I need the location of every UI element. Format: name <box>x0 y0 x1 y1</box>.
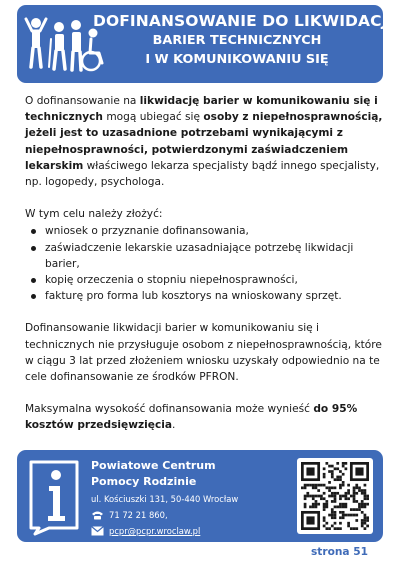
phone-row <box>91 510 168 520</box>
max-funding-paragraph <box>25 401 385 433</box>
contact-footer <box>17 450 383 542</box>
page-title <box>93 11 394 69</box>
mail-icon <box>91 526 104 536</box>
page-number: strona 51 <box>311 546 368 558</box>
intro-text-1: O dofinansowanie na <box>25 95 140 107</box>
information-icon <box>25 458 87 536</box>
list-intro: W tym celu należy złożyć: <box>25 208 163 221</box>
intro-paragraph <box>25 93 385 190</box>
organization-name <box>91 458 216 489</box>
qr-code-pattern <box>301 462 369 530</box>
intro-text-3: właściwego lekarza specjalisty bądź innego specjalisty, np. logopedy, psychologa. <box>25 159 380 189</box>
exclusion-paragraph: Dofinansowanie likwidacji barier w komunikowaniu się i technicznych nie przysługuje osobom z niepełnosprawnością, które w ciągu 3 lat przed złożeniem wniosku uzyskały odpowiednio na te cele dofinansowanie ze środków PFRON. <box>25 322 382 384</box>
max-funding-end: . <box>172 419 176 432</box>
email-link[interactable]: pcpr@pcpr.wroclaw.pl <box>109 526 201 536</box>
title-line-2: BARIER TECHNICZNYCH <box>152 33 322 48</box>
required-documents-list <box>25 223 385 304</box>
list-item: fakturę pro forma lub kosztorys na wnioskowany sprzęt. <box>25 288 385 304</box>
intro-bold-2: osoby z niepełnosprawnością, jeżeli jest to uzasadnione potrzebami wynikającymi z niepełnosprawności, potwierdzonymi zaświadczeniem lekarskim <box>25 111 383 172</box>
intro-text-2: mogą ubiegać się <box>102 111 204 124</box>
list-item: kopię orzeczenia o stopniu niepełnosprawności, <box>25 272 385 288</box>
title-line-3: I W KOMUNIKOWANIU SIĘ <box>145 52 329 67</box>
org-name-line-2: Pomocy Rodzinie <box>91 474 197 488</box>
phone-icon <box>91 510 104 520</box>
title-line-1: DOFINANSOWANIE DO LIKWIDACJI <box>93 12 394 30</box>
phone-number[interactable]: 71 72 21 860, <box>109 510 168 520</box>
max-funding-bold: do 95% kosztów przedsięwzięcia <box>25 403 358 432</box>
org-name-line-1: Powiatowe Centrum <box>91 459 216 472</box>
list-item: wniosek o przyznanie dofinansowania, <box>25 223 385 239</box>
intro-bold-1: likwidację barier w komunikowaniu się i technicznych <box>25 95 378 124</box>
mail-row <box>91 526 200 536</box>
list-item: zaświadczenie lekarskie uzasadniające potrzebę likwidacji barier, <box>25 240 385 272</box>
address: ul. Kościuszki 131, 50-440 Wrocław <box>91 494 239 504</box>
max-funding-text: Maksymalna wysokość dofinansowania może wynieść <box>25 403 314 416</box>
main-content <box>25 93 385 450</box>
header-banner <box>17 5 394 83</box>
qr-code[interactable] <box>297 458 373 534</box>
